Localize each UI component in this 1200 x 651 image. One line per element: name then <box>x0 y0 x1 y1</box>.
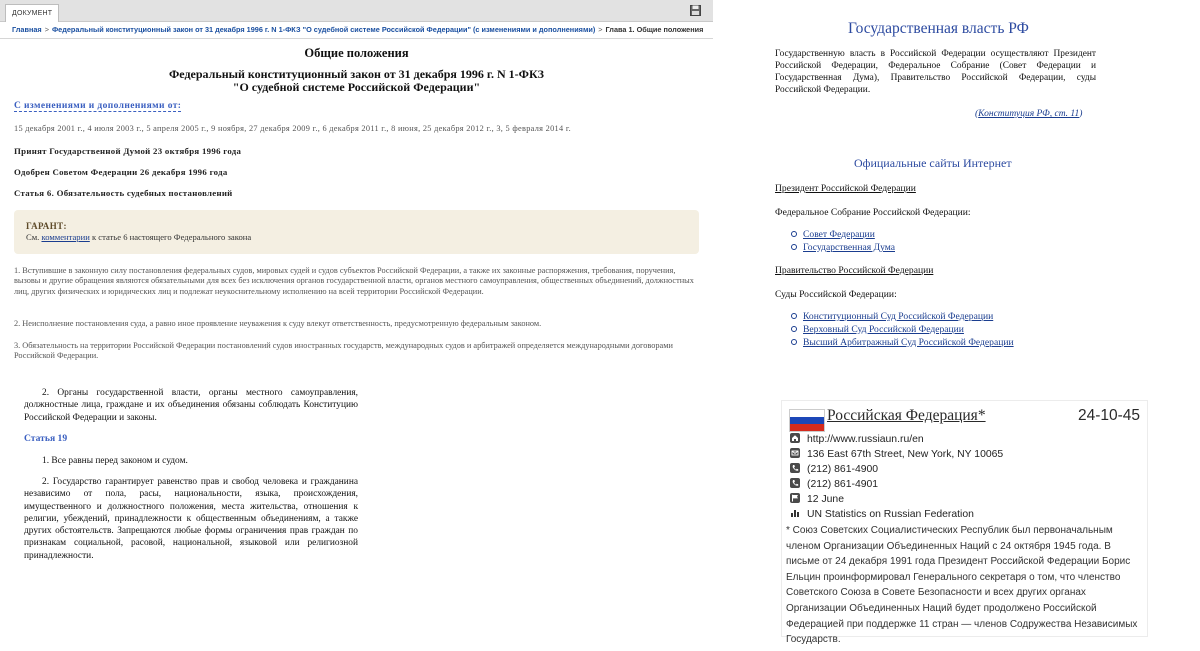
document-header <box>0 0 713 39</box>
stats-row <box>790 509 974 520</box>
phone-text: (212) 861-4900 <box>807 464 879 475</box>
flag-stripe-blue <box>790 417 824 424</box>
gov-power-text: Государственную власть в Российской Федерации осуществляют Президент Российской Федерации, Федеральное Собрание (Совет Федерации и Государственная Дума), Правительство Российской Федерации, суды Российской Федерации. <box>775 49 1096 96</box>
article-19-paragraph-1 <box>24 455 358 467</box>
law-title <box>0 68 713 94</box>
mail-icon <box>790 448 800 458</box>
stats-link[interactable]: UN Statistics on Russian Federation <box>807 509 974 520</box>
article-6-paragraph-3: 3. Обязательность на территории Российской Федерации постановлений судов иностранных государств, международных судов и арбитражей определяется международными договорами Российской Федерации. <box>14 341 673 361</box>
fax-icon <box>790 478 800 488</box>
article-19-text-2: 2. Государство гарантирует равенство прав и свобод человека и гражданина независимо от пола, расы, национальности, языка, происхождения, имущественного и должностного положения, места жительства, отношения к религии, убеждений, принадлежности к общественным объединениям, а также других обстоятельств. Запрещаются любые формы ограничения прав граждан по признакам социальной, расовой, национальной, языковой или религиозной принадлежности. <box>24 477 358 561</box>
tab-document[interactable]: ДОКУМЕНТ <box>5 4 59 22</box>
stats-icon <box>790 508 800 518</box>
address-text: 136 East 67th Street, New York, NY 10065 <box>807 449 1004 460</box>
save-icon[interactable] <box>690 5 701 16</box>
garant-text <box>26 232 251 242</box>
law-title-line-1: Федеральный конституционный закон от 31 декабря 1996 г. N 1-ФКЗ <box>168 67 545 81</box>
tab-bar <box>0 0 713 22</box>
constitution-text: 2. Органы государственной власти, органы местного самоуправления, должностные лица, граждане и их объединения обязаны соблюдать Конституцию Российской Федерации и законы. <box>24 388 358 423</box>
address-row <box>790 449 1003 460</box>
fax-row <box>790 479 878 490</box>
constitution-paragraph <box>24 387 358 424</box>
constitutional-court-link[interactable]: Конституционный Суд Российской Федерации <box>791 311 993 322</box>
amendments-heading[interactable]: С изменениями и дополнениями от: <box>14 101 182 111</box>
article-19-heading: Статья 19 <box>24 433 68 444</box>
gov-power-title: Государственная власть РФ <box>848 20 1029 37</box>
phone-icon <box>790 463 800 473</box>
fax-text: (212) 861-4901 <box>807 479 879 490</box>
constitution-article-link[interactable]: Конституция РФ, ст. 11 <box>978 109 1080 119</box>
supreme-court-link[interactable]: Верховный Суд Российской Федерации <box>791 324 964 335</box>
article-6-paragraph-1: 1. Вступившие в законную силу постановления федеральных судов, мировых судей и судов субъектов Российской Федерации, а также их законные распоряжения, требования, поручения, вызовы и другие обращения являются обязательными для всех без исключения органов государственной власти, органов местного самоуправления, общественных объединений, должностных лиц, других физических и юридических лиц и подлежат неукоснительному исполнению на всей территории Российской Федерации. <box>14 266 694 296</box>
breadcrumb-law[interactable]: Федеральный конституционный закон от 31 декабря 1996 г. N 1-ФКЗ "О судебной системе Российской Федерации" (с изменениями и дополнениями) <box>51 25 596 34</box>
citation-close: ) <box>1079 109 1083 119</box>
national-day-text: 12 June <box>807 494 844 505</box>
federal-assembly-label: Федеральное Собрание Российской Федерации: <box>775 207 971 218</box>
breadcrumb <box>12 25 703 34</box>
country-card <box>781 400 1148 646</box>
adopted-note: Принят Государственной Думой 23 октября 1996 года <box>14 146 242 156</box>
country-name-link[interactable]: Российская Федерация* <box>827 407 986 424</box>
breadcrumb-separator: > <box>44 25 49 34</box>
comments-link[interactable]: комментарии <box>41 232 90 242</box>
garant-text-post: к статье 6 настоящего Федерального закона <box>89 232 252 242</box>
breadcrumb-chapter: Глава 1. Общие положения <box>605 25 704 34</box>
article-6-paragraph-2: 2. Неисполнение постановления суда, а равно иное проявление неуважения к суду влекут ответственность, предусмотренную федеральным законом. <box>14 319 542 328</box>
garant-text-pre: См. <box>26 232 42 242</box>
citation-open: ( <box>975 109 979 119</box>
breadcrumb-home[interactable]: Главная <box>12 25 42 34</box>
arbitration-court-link[interactable]: Высший Арбитражный Суд Российской Федерации <box>791 337 1014 348</box>
website-url[interactable]: http://www.russiaun.ru/en <box>807 434 924 445</box>
national-day-row <box>790 494 844 505</box>
government-link[interactable]: Правительство Российской Федерации <box>775 265 934 276</box>
president-link[interactable]: Президент Российской Федерации <box>775 183 916 194</box>
flag-stripe-red <box>790 424 824 431</box>
amendments-dates: 15 декабря 2001 г., 4 июля 2003 г., 5 апреля 2005 г., 9 ноября, 27 декабря 2009 г., 6 декабря 2011 г., 8 июня, 25 декабря 2012 г., 3, 5 февраля 2014 г. <box>14 124 571 133</box>
article-19-paragraph-2 <box>24 476 358 562</box>
federation-council-link[interactable]: Совет Федерации <box>791 229 875 240</box>
official-sites-title: Официальные сайты Интернет <box>854 156 1012 170</box>
courts-label: Суды Российской Федерации: <box>775 289 897 300</box>
flag-icon <box>790 493 800 503</box>
phone-row <box>790 464 878 475</box>
constitution-citation <box>975 109 1082 119</box>
website-row <box>790 434 924 445</box>
membership-footnote: * Союз Советских Социалистических Республик был первоначальным членом Организации Объединенных Наций с 24 октября 1945 года. В письме от 24 декабря 1991 года Президент Российской Федерации Борис Ельцин проинформировал Генерального секретаря о том, что членство Советского Союза в Совете Безопасности и всех других органах Организации Объединенных Наций будет продолжено Российской Федерацией при поддержке 11 стран — членов Содружества Независимых Государств. <box>786 525 1138 646</box>
document-title: Общие положения <box>304 46 409 60</box>
flag-stripe-white <box>790 410 824 417</box>
garant-title: ГАРАНТ: <box>26 221 67 231</box>
article-19-text-1: 1. Все равны перед законом и судом. <box>42 456 188 466</box>
garant-note-box <box>14 210 699 254</box>
russia-flag <box>789 409 825 432</box>
state-duma-link[interactable]: Государственная Дума <box>791 242 895 253</box>
law-title-line-2: "О судебной системе Российской Федерации" <box>232 80 481 94</box>
approved-note: Одобрен Советом Федерации 26 декабря 1996 года <box>14 167 228 177</box>
breadcrumb-separator: > <box>598 25 603 34</box>
home-icon <box>790 433 800 443</box>
article-6-heading: Статья 6. Обязательность судебных постановлений <box>14 188 233 198</box>
admission-code: 24-10-45 <box>1077 407 1140 424</box>
